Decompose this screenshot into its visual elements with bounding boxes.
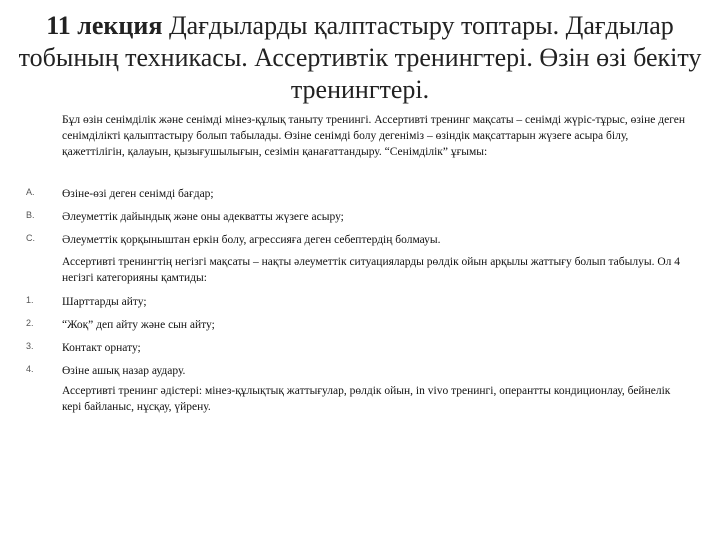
goal-paragraph: Ассертивті тренингтің негізгі мақсаты – нақты әлеуметтік ситуацияларды рөлдік ойын арқылы жаттығу болып табылуы. Ол 4 негізгі категорияны қамтиды: [62,256,680,284]
list-item-text: Шарттарды айту; [62,296,147,308]
title-lecture-number: 11 лекция [46,11,163,40]
list-item [0,209,720,227]
title-text: Дағдыларды қалптастыру топтары. Дағдылар тобының техникасы. Ассертивтік тренингтері. Өзін өзі бекіту тренингтері. [18,11,702,104]
list-item [0,294,720,312]
methods-paragraph: Ассертивті тренинг әдістері: мінез-құлықтық жаттығулар, рөлдік ойын, in vivo тренингі, оперантты кондиционлау, бейнелік кері байланыс, нұсқау, үйрену. [62,385,671,413]
list-item [0,317,720,335]
list-item-text: Өзіне-өзі деген сенімді бағдар; [62,188,214,200]
list-item-text: Контакт орнату; [62,342,141,354]
list-item-text: Әлеуметтік дайындық және оны адекватты жүзеге асыру; [62,211,344,223]
list-item [0,340,720,358]
list-marker: 1. [26,295,34,305]
list-marker: C. [26,233,35,243]
list-item [0,363,720,381]
list-marker: B. [26,210,35,220]
list-item-text: “Жоқ” деп айту және сын айту; [62,319,215,331]
list-marker: 4. [26,364,34,374]
list-marker: 2. [26,318,34,328]
list-item-text: Өзіне ашық назар аудару. [62,365,186,377]
list-item [0,232,720,250]
list-item-text: Әлеуметтік қорқыныштан еркін болу, агрессияға деген себептердің болмауы. [62,234,441,246]
intro-paragraph: Бұл өзін сенімділік және сенімді мінез-құлық таныту тренингі. Ассертивті тренинг мақсаты – сенімді жүріс-тұрыс, өзіне деген сенімділікті қалыптастыру болып табылады. Өзіне сенімді болу дегеніміз – өзіндік мақсаттарын жүзеге асыра білу, қажеттілігін, қалауын, қызығушылығын, сезімін қанағаттандыру. “Сенімділік” ұғымы: [62,114,686,158]
list-item [0,186,720,204]
list-marker: A. [26,187,35,197]
list-marker: 3. [26,341,34,351]
slide-title [10,10,710,106]
